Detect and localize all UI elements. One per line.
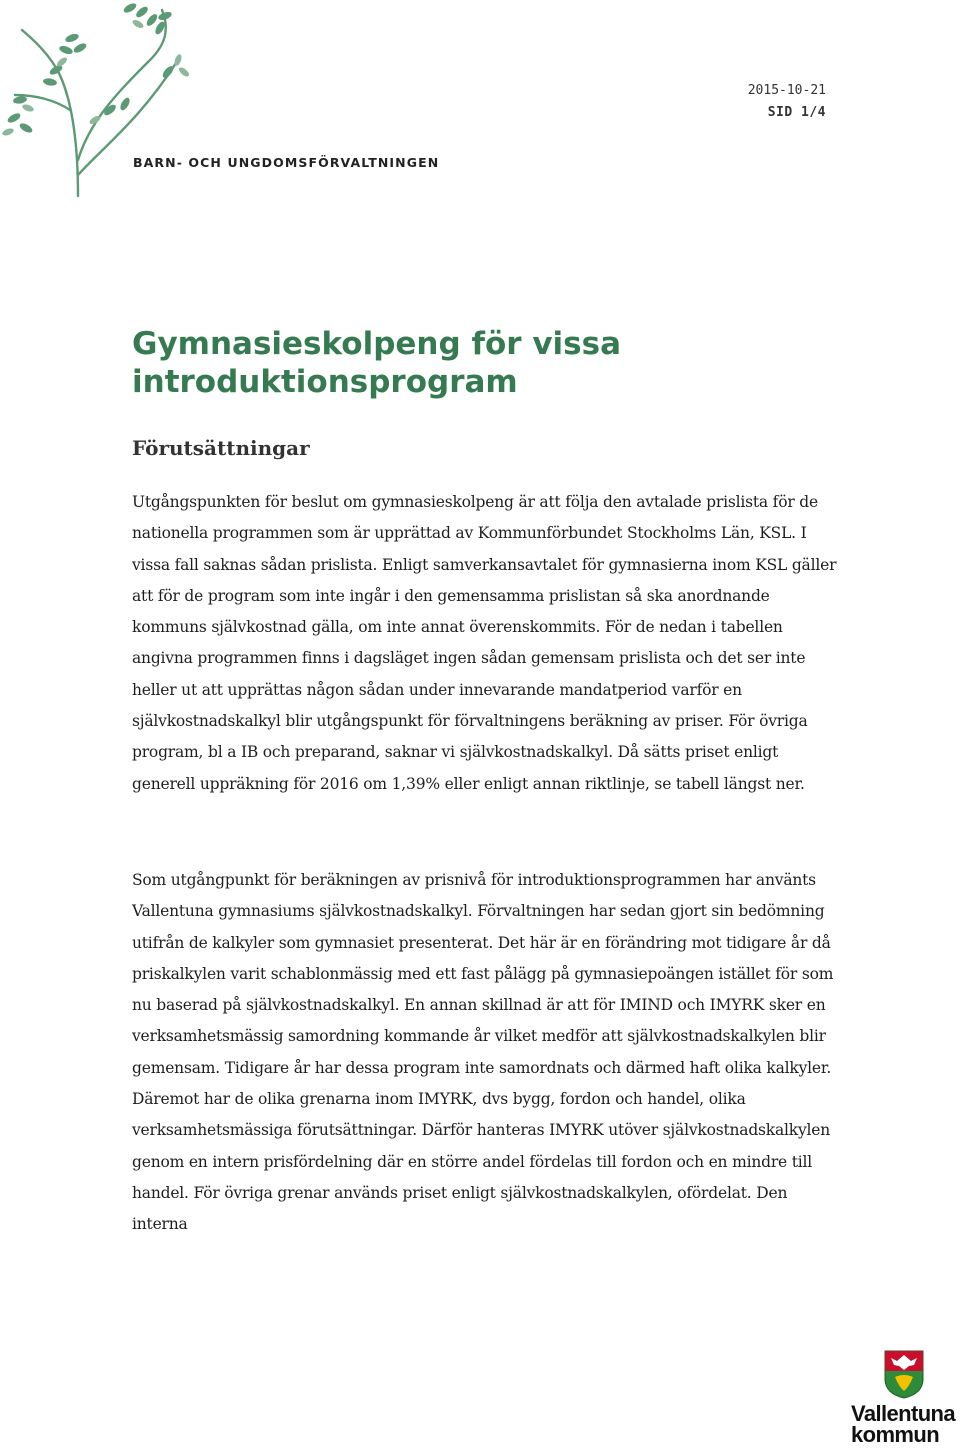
plant-logo-icon <box>0 0 200 200</box>
page-indicator: SID 1/4 <box>767 105 826 120</box>
municipality-name-line1: Vallentuna <box>851 1401 956 1426</box>
document-date: 2015-10-21 <box>747 83 826 98</box>
document-title: Gymnasieskolpeng för vissa introduktionsprogram <box>132 326 621 400</box>
municipality-logo <box>845 1345 960 1449</box>
body-paragraph-2: Som utgångpunkt för beräkningen av prisnivå för introduktionsprogrammen har använts Vallentuna gymnasiums självkostnadskalkyl. Förvaltningen har sedan gjort sin bedömning utifrån de kalkyler som gymnasiet presenterat. Det här är en förändring mot tidigare år då priskalkylen varit schablonmässig med ett fast pålägg på gymnasiepoängen istället för som nu baserad på självkostnadskalkyl. En annan skillnad är att för IMIND och IMYRK sker en verksamhetsmässig samordning kommande år vilket medför att självkostnadskalkylen blir gemensam. Tidigare år har dessa program inte samordnats och därmed haft olika kalkyler. Däremot har de olika grenarna inom IMYRK, dvs bygg, fordon och handel, olika verksamhetsmässiga förutsättningar. Därför hanteras IMYRK utöver självkostnadskalkylen genom en intern prisfördelning där en större andel fördelas till fordon och en mindre till handel. För övriga grenar används priset enligt självkostnadskalkylen, ofördelat. Den interna <box>132 871 834 1234</box>
body-paragraph-1: Utgångspunkten för beslut om gymnasieskolpeng är att följa den avtalade prislista för de nationella programmen som är upprättad av Kommunförbundet Stockholms Län, KSL. I vissa fall saknas sådan prislista. Enligt samverkansavtalet för gymnasierna inom KSL gäller att för de program som inte ingår i den gemensamma prislistan så ska anordnande kommuns självkostnad gälla, om inte annat överenskommits. För de nedan i tabellen angivna programmen finns i dagsläget ingen sådan gemensam prislista och det ser inte heller ut att upprättas någon sådan under innevarande mandatperiod varför en självkostnadskalkyl blir utgångspunkt för förvaltningens beräkning av priser. För övriga program, bl a IB och preparand, saknar vi självkostnadskalkyl. Då sätts priset enligt generell uppräkning för 2016 om 1,39% eller enligt annan riktlinje, se tabell längst ner. <box>132 493 837 793</box>
coat-of-arms-icon <box>883 1349 925 1399</box>
municipality-name-line2: kommun <box>851 1422 940 1447</box>
municipality-wordmark <box>851 1403 960 1445</box>
department-name: BARN- OCH UNGDOMSFÖRVALTNINGEN <box>133 155 440 170</box>
document-header-meta <box>748 80 826 124</box>
section-heading: Förutsättningar <box>132 436 310 460</box>
